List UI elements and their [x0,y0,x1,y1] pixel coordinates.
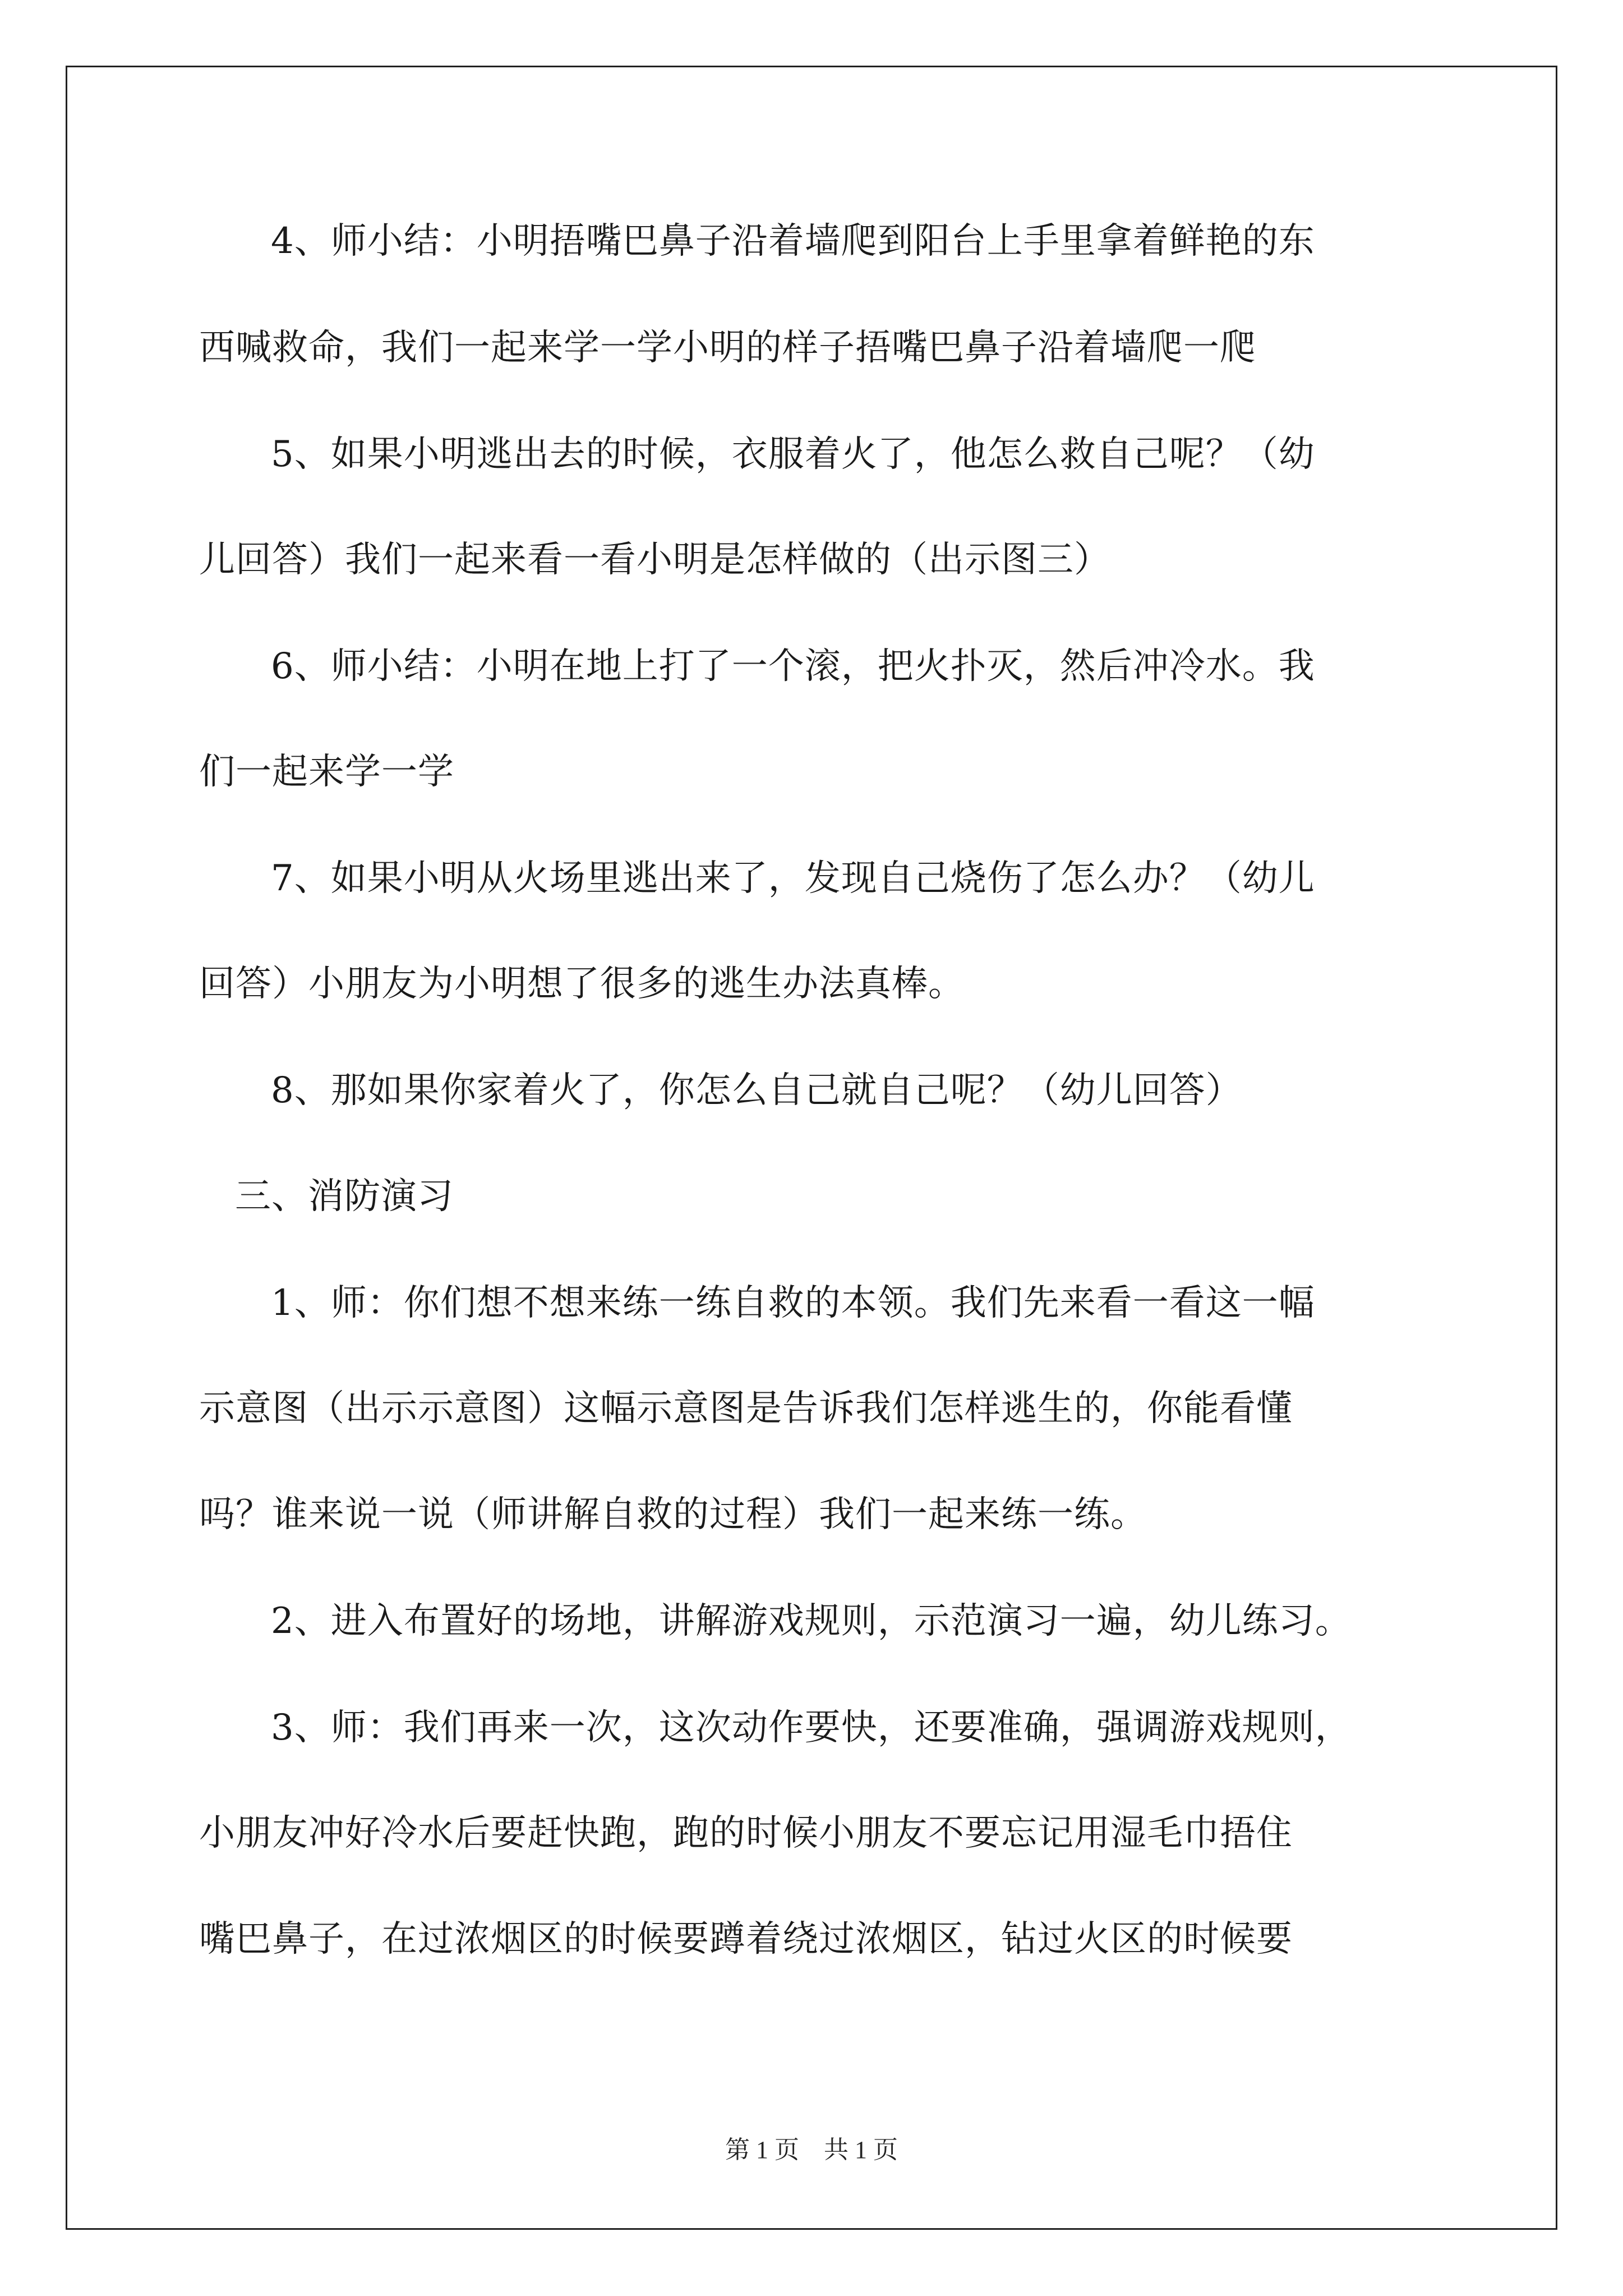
paragraph-line: 示意图（出示示意图）这幅示意图是告诉我们怎样逃生的，你能看懂 [199,1388,1293,1429]
paragraph-line: 7、如果小明从火场里逃出来了，发现自己烧伤了怎么办？（幼儿 [271,858,1315,899]
paragraph-line: 小朋友冲好冷水后要赶快跑，跑的时候小朋友不要忘记用湿毛巾捂住 [199,1812,1293,1854]
section-heading: 三、消防演习 [235,1176,454,1217]
paragraph-line: 们一起来学一学 [199,751,454,793]
paragraph-line: 8、那如果你家着火了，你怎么自己就自己呢？（幼儿回答） [271,1070,1242,1111]
paragraph-line: 嘴巴鼻子，在过浓烟区的时候要蹲着绕过浓烟区，钻过火区的时候要 [199,1918,1293,1960]
paragraph-line: 西喊救命，我们一起来学一学小明的样子捂嘴巴鼻子沿着墙爬一爬 [199,327,1256,369]
paragraph-line: 6、师小结：小明在地上打了一个滚，把火扑灭，然后冲冷水。我 [271,646,1315,687]
paragraph-line: 回答）小朋友为小明想了很多的逃生办法真棒。 [199,963,965,1005]
paragraph-line: 1、师：你们想不想来练一练自救的本领。我们先来看一看这一幅 [271,1282,1315,1324]
paragraph-line: 5、如果小明逃出去的时候，衣服着火了，他怎么救自己呢？（幼 [271,434,1315,475]
page-border [66,66,1557,2230]
paragraph-line: 2、进入布置好的场地，讲解游戏规则，示范演习一遍，幼儿练习。 [271,1600,1352,1642]
page-number: 第 1 页 共 1 页 [725,2136,898,2164]
paragraph-line: 吗？谁来说一说（师讲解自救的过程）我们一起来练一练。 [199,1494,1147,1535]
paragraph-line: 4、师小结：小明捂嘴巴鼻子沿着墙爬到阳台上手里拿着鲜艳的东 [271,220,1315,262]
paragraph-line: 3、师：我们再来一次，这次动作要快，还要准确，强调游戏规则， [271,1707,1352,1749]
paragraph-line: 儿回答）我们一起来看一看小明是怎样做的（出示图三） [199,539,1110,581]
